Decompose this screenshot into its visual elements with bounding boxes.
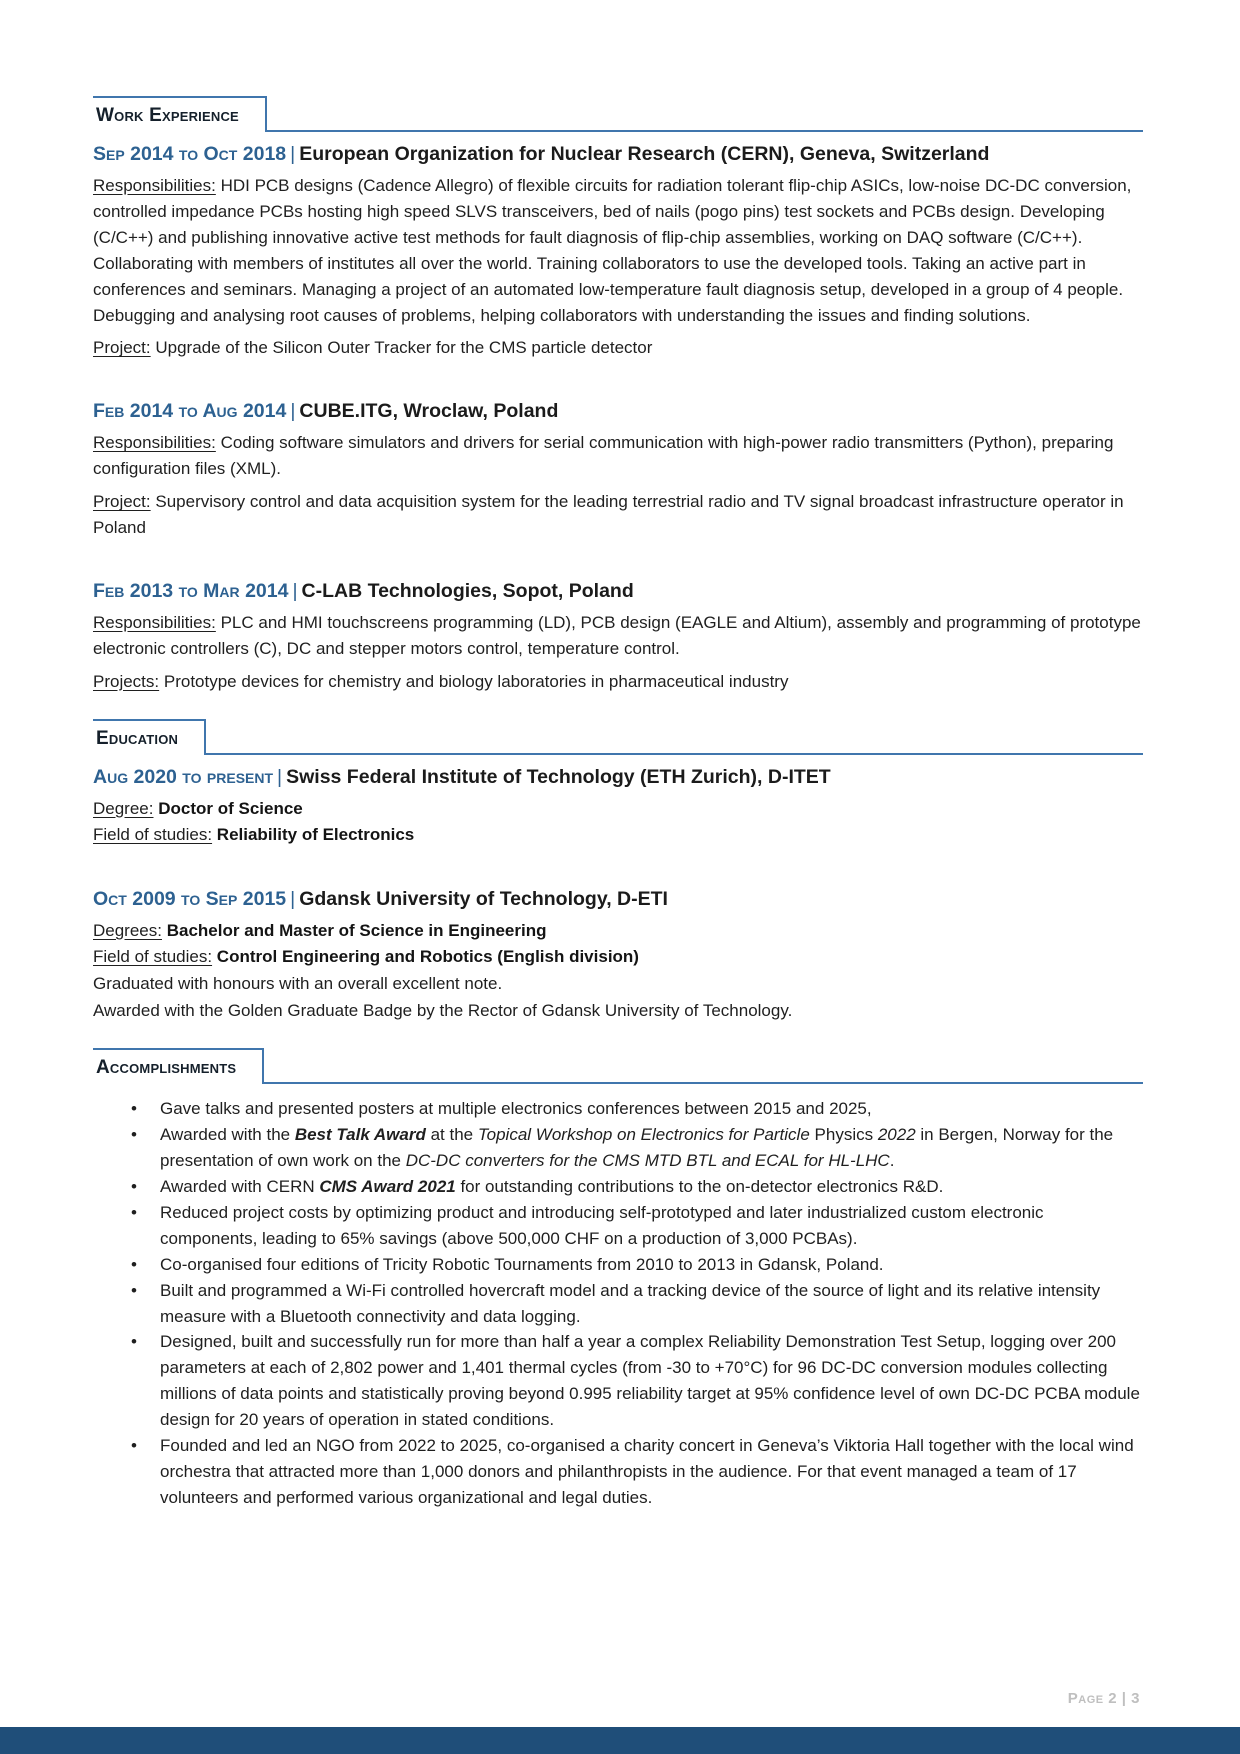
field-label: Field of studies: [93, 825, 213, 845]
entry-organization: C-LAB Technologies, Sopot, Poland [301, 579, 634, 602]
responsibilities-label: Responsibilities: [93, 176, 216, 195]
accomplishment-item: • Reduced project costs by optimizing product and introducing self-prototyped and later industrialized custom electronic components, leading to 65% savings (above 500,000 CHF on a production of 3,000 PCBAs). [93, 1200, 1143, 1252]
workshop-year: 2022 [877, 1125, 916, 1145]
section-title-work-experience: Work Experience [96, 105, 239, 126]
entry-heading [93, 142, 1143, 166]
section-tab [93, 1048, 264, 1084]
project-paragraph [93, 669, 1143, 695]
degree-value: Doctor of Science [158, 798, 303, 818]
work-entry-cube [93, 399, 1143, 541]
text-segment: at the [425, 1125, 478, 1145]
field-label: Field of studies: [93, 947, 213, 967]
page-number: Page 2 | 3 [1067, 1690, 1140, 1707]
responsibilities-label: Responsibilities: [93, 433, 216, 453]
accomplishment-item: • Co-organised four editions of Tricity Robotic Tournaments from 2010 to 2013 in Gdansk, Poland. [93, 1252, 1143, 1278]
entry-organization: European Organization for Nuclear Research (CERN), Geneva, Switzerland [299, 143, 990, 165]
accomplishment-item: • Designed, built and successfully run for more than half a year a complex Reliability Demonstration Test Setup, logging over 200 parameters at each of 2,802 power and 1,401 thermal cycles (from -30 to +70°C) for 96 DC-DC conversion modules collecting millions of data points and statistically proving beyond 0.995 reliability target at 95% confidence level of own DC-DC PCBA module design for 20 years of operation in stated conditions. [93, 1329, 1143, 1433]
entry-heading [93, 765, 1143, 789]
education-entry-gdansk [93, 887, 1143, 1024]
entry-organization: Swiss Federal Institute of Technology (ETH Zurich), D-ITET [286, 765, 831, 788]
projects-text: Prototype devices for chemistry and biology laboratories in pharmaceutical industry [159, 671, 789, 691]
accomplishment-item: • Built and programmed a Wi-Fi controlled hovercraft model and a tracking device of the source of light and its relative intensity measure with a Bluetooth connectivity and data logging. [93, 1278, 1143, 1330]
entry-organization: CUBE.ITG, Wroclaw, Poland [299, 400, 559, 423]
text-segment: in Bergen, Norway for the presentation of own work on the [160, 1125, 1114, 1171]
section-header-work-experience [93, 96, 1143, 132]
section-title-education: Education [96, 727, 179, 749]
section-header-education [93, 719, 1143, 755]
field-value: Reliability of Electronics [216, 825, 415, 845]
accomplishment-item: • Founded and led an NGO from 2022 to 2025, co-organised a charity concert in Geneva’s Viktoria Hall together with the local wind orchestra that attracted more than 1,000 donors and philanthropists in the audience. For that event managed a team of 17 volunteers and performed various organizational and legal duties. [93, 1433, 1143, 1511]
responsibilities-label: Responsibilities: [93, 612, 216, 632]
section-tab [93, 719, 206, 755]
responsibilities-text: PLC and HMI touchscreens programming (LD), PCB design (EAGLE and Altium), assembly and programming of prototype electronic controllers (C), DC and stepper motors control, temperature control. [93, 612, 1141, 658]
responsibilities-paragraph [93, 173, 1143, 328]
heading-separator: | [290, 887, 296, 910]
accomplishment-item [93, 1174, 1143, 1200]
degree-line [93, 796, 1143, 823]
entry-heading [93, 399, 1143, 423]
field-value: Control Engineering and Robotics (English division) [216, 947, 639, 967]
responsibilities-paragraph [93, 610, 1143, 662]
note-golden-badge: Awarded with the Golden Graduate Badge by the Rector of Gdansk University of Technology. [93, 1000, 793, 1020]
text-segment: . [889, 1151, 895, 1171]
heading-separator: | [292, 579, 298, 602]
project-paragraph [93, 335, 1143, 361]
project-label: Project: [93, 492, 151, 512]
degrees-value: Bachelor and Master of Science in Engineering [166, 920, 547, 940]
project-paragraph [93, 489, 1143, 541]
entry-heading [93, 887, 1143, 911]
text-segment: for outstanding contributions to the on-detector electronics R&D. [455, 1176, 944, 1196]
responsibilities-paragraph [93, 430, 1143, 482]
section-rule [264, 1082, 1143, 1084]
field-line [93, 822, 1143, 849]
note-honours: Graduated with honours with an overall excellent note. [93, 974, 503, 994]
accomplishment-item: • Gave talks and presented posters at multiple electronics conferences between 2015 and 2025, [93, 1096, 1143, 1122]
entry-dates: Oct 2009 to Sep 2015 [93, 887, 287, 910]
entry-heading [93, 579, 1143, 603]
talk-title: DC-DC converters for the CMS MTD BTL and ECAL for HL-LHC [405, 1151, 890, 1171]
section-header-accomplishments [93, 1048, 1143, 1084]
responsibilities-text: Coding software simulators and drivers for serial communication with high-power radio transmitters (Python), preparing configuration files (XML). [93, 433, 1114, 479]
entry-dates: Feb 2013 to Mar 2014 [93, 579, 289, 602]
project-label: Project: [93, 338, 151, 358]
work-entry-clab [93, 579, 1143, 695]
cv-page-content [93, 0, 1143, 1511]
text-segment: Awarded with the [160, 1125, 295, 1145]
projects-label: Projects: [93, 671, 160, 691]
workshop-name: Topical Workshop on Electronics for Particle [477, 1125, 810, 1145]
entry-dates: Feb 2014 to Aug 2014 [93, 400, 287, 423]
footer-accent-bar [0, 1727, 1240, 1754]
heading-separator: | [277, 765, 283, 788]
award-name: CMS Award 2021 [319, 1176, 456, 1196]
project-text: Supervisory control and data acquisition system for the leading terrestrial radio and TV signal broadcast infrastructure operator in Poland [93, 492, 1124, 538]
heading-separator: | [290, 400, 296, 423]
project-text: Upgrade of the Silicon Outer Tracker for the CMS particle detector [150, 338, 653, 358]
text-segment: Awarded with CERN [160, 1176, 320, 1196]
section-tab [93, 96, 267, 132]
work-entry-cern [93, 142, 1143, 361]
award-name: Best Talk Award [294, 1125, 426, 1145]
heading-separator: | [290, 143, 296, 165]
accomplishments-list [93, 1096, 1143, 1511]
degrees-label: Degrees: [93, 920, 162, 940]
section-title-accomplishments: Accomplishments [96, 1057, 237, 1079]
field-line [93, 944, 1143, 971]
text-segment: Physics [809, 1125, 878, 1145]
degrees-line [93, 918, 1143, 945]
responsibilities-text: HDI PCB designs (Cadence Allegro) of flexible circuits for radiation tolerant flip-chip ASICs, low-noise DC-DC conversion, controlled impedance PCBs hosting high speed SLVS transceivers, bed of nails (pogo pins) test sockets and PCBs design. Developing (C/C++) and publishing innovative active test methods for fault diagnosis of flip-chip assemblies, working on DAQ software (C/C++). Collaborating with members of institutes all over the world. Training collaborators to use the developed tools. Taking an active part in conferences and seminars. Managing a project of an automated low-temperature fault diagnosis setup, developed in a group of 4 people. Debugging and analysing root causes of problems, helping collaborators with understanding the issues and finding solutions. [93, 176, 1132, 325]
education-entry-eth [93, 765, 1143, 849]
degree-label: Degree: [93, 798, 154, 818]
section-rule [206, 753, 1143, 755]
section-rule [267, 130, 1143, 132]
entry-organization: Gdansk University of Technology, D-ETI [299, 887, 668, 910]
accomplishment-item [93, 1122, 1143, 1174]
entry-dates: Sep 2014 to Oct 2018 [93, 143, 287, 165]
entry-dates: Aug 2020 to present [93, 765, 274, 788]
